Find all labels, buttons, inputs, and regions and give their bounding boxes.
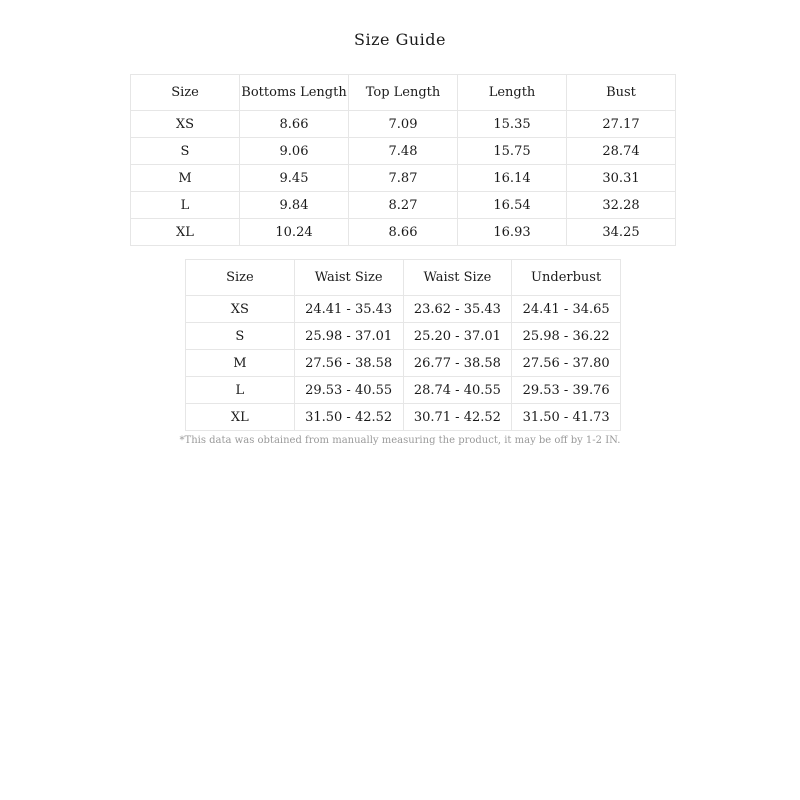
table-cell: L xyxy=(186,377,295,404)
table-cell: 25.20 - 37.01 xyxy=(403,323,512,350)
column-header: Waist Size xyxy=(294,260,403,296)
table-row xyxy=(186,296,621,323)
table-row xyxy=(131,111,676,138)
table-cell: XL xyxy=(131,219,240,246)
table-cell: 28.74 xyxy=(567,138,676,165)
table-header-row xyxy=(186,260,621,296)
table-cell: 25.98 - 36.22 xyxy=(512,323,621,350)
table-cell: 9.06 xyxy=(240,138,349,165)
table-cell: 10.24 xyxy=(240,219,349,246)
table-row xyxy=(131,192,676,219)
table-cell: 24.41 - 34.65 xyxy=(512,296,621,323)
table-cell: XS xyxy=(186,296,295,323)
table-row xyxy=(131,165,676,192)
table-row xyxy=(131,138,676,165)
table-cell: 16.93 xyxy=(458,219,567,246)
table-cell: M xyxy=(131,165,240,192)
table-cell: M xyxy=(186,350,295,377)
page-title: Size Guide xyxy=(354,30,446,49)
table-cell: XS xyxy=(131,111,240,138)
table-cell: 9.84 xyxy=(240,192,349,219)
table-cell: 16.54 xyxy=(458,192,567,219)
table-row xyxy=(186,404,621,431)
table-cell: S xyxy=(131,138,240,165)
column-header: Bust xyxy=(567,75,676,111)
table-cell: 7.09 xyxy=(349,111,458,138)
column-header: Size xyxy=(186,260,295,296)
table-cell: 27.17 xyxy=(567,111,676,138)
table-cell: 16.14 xyxy=(458,165,567,192)
table-row xyxy=(131,219,676,246)
table-row xyxy=(186,350,621,377)
column-header: Bottoms Length xyxy=(240,75,349,111)
table-cell: L xyxy=(131,192,240,219)
table-cell: 29.53 - 40.55 xyxy=(294,377,403,404)
table-header-row xyxy=(131,75,676,111)
table-cell: 26.77 - 38.58 xyxy=(403,350,512,377)
table-cell: 29.53 - 39.76 xyxy=(512,377,621,404)
table-cell: 32.28 xyxy=(567,192,676,219)
table-cell: 27.56 - 38.58 xyxy=(294,350,403,377)
table-cell: 8.66 xyxy=(349,219,458,246)
table-cell: 7.87 xyxy=(349,165,458,192)
column-header: Top Length xyxy=(349,75,458,111)
table-cell: 27.56 - 37.80 xyxy=(512,350,621,377)
table-row xyxy=(186,323,621,350)
table-row xyxy=(186,377,621,404)
table-cell: 9.45 xyxy=(240,165,349,192)
table-cell: 31.50 - 41.73 xyxy=(512,404,621,431)
table-cell: 30.71 - 42.52 xyxy=(403,404,512,431)
table-cell: 30.31 xyxy=(567,165,676,192)
measurement-disclaimer: *This data was obtained from manually measuring the product, it may be off by 1-2 IN. xyxy=(179,435,621,446)
table-cell: XL xyxy=(186,404,295,431)
table-cell: 34.25 xyxy=(567,219,676,246)
table-cell: 25.98 - 37.01 xyxy=(294,323,403,350)
table-cell: 23.62 - 35.43 xyxy=(403,296,512,323)
table-cell: 24.41 - 35.43 xyxy=(294,296,403,323)
table-cell: 15.75 xyxy=(458,138,567,165)
table-cell: 31.50 - 42.52 xyxy=(294,404,403,431)
column-header: Waist Size xyxy=(403,260,512,296)
size-table-waist xyxy=(185,259,621,431)
column-header: Length xyxy=(458,75,567,111)
table-cell: 8.27 xyxy=(349,192,458,219)
size-table-lengths xyxy=(130,74,676,246)
table-cell: 7.48 xyxy=(349,138,458,165)
table-cell: S xyxy=(186,323,295,350)
table-cell: 8.66 xyxy=(240,111,349,138)
column-header: Underbust xyxy=(512,260,621,296)
table-cell: 28.74 - 40.55 xyxy=(403,377,512,404)
table-cell: 15.35 xyxy=(458,111,567,138)
column-header: Size xyxy=(131,75,240,111)
